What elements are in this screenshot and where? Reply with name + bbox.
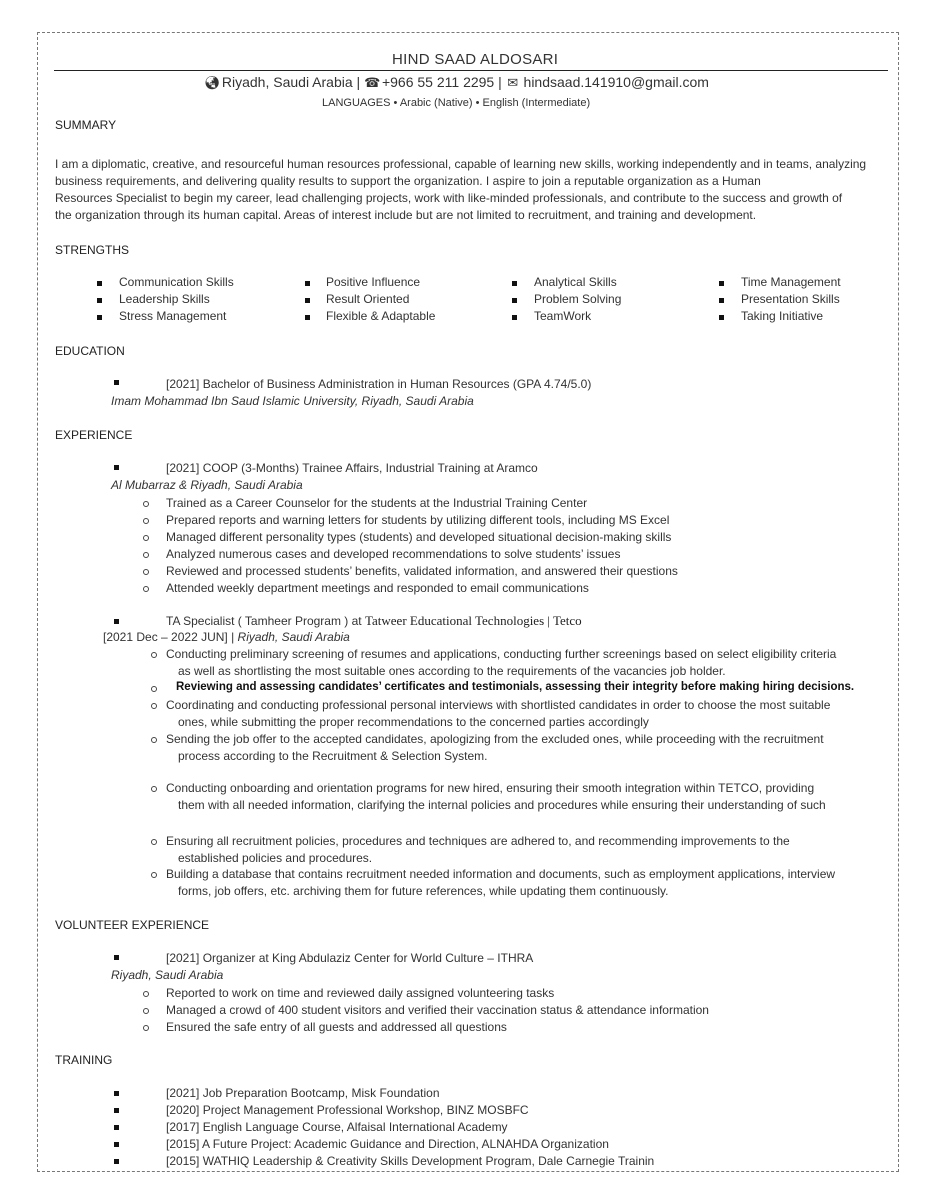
bullet-square <box>719 281 724 286</box>
job-bullet-cont: process according to the Recruitment & Selection System. <box>178 749 488 763</box>
bullet-square <box>305 298 310 303</box>
strength-item: Flexible & Adaptable <box>326 309 436 323</box>
strength-item: Taking Initiative <box>741 309 824 323</box>
summary-paragraph <box>55 156 887 224</box>
job-location: Riyadh, Saudi Arabia <box>237 630 350 644</box>
email-link[interactable]: hindsaad.141910@gmail.com <box>523 74 709 90</box>
bullet-circle <box>143 501 149 507</box>
bullet-square <box>114 1159 119 1164</box>
job-bullet: Conducting preliminary screening of resumes and applications, conducting further screenings based on select eligibility criteria <box>166 647 837 661</box>
volunteer-title: [2021] Organizer at King Abdulaziz Center for World Culture – ITHRA <box>166 951 534 965</box>
bullet-circle <box>151 686 157 692</box>
job-role: TA Specialist ( Tamheer Program ) at <box>166 614 362 628</box>
bullet-circle <box>151 703 157 709</box>
bullet-square <box>114 1142 119 1147</box>
volunteer-bullet: Ensured the safe entry of all guests and addressed all questions <box>166 1020 507 1034</box>
summary-heading: SUMMARY <box>55 118 117 132</box>
job-bullet-cont: forms, job offers, etc. archiving them for future references, while updating them continuously. <box>178 884 669 898</box>
strength-item: Problem Solving <box>534 292 622 306</box>
job-dates: [2021 Dec – 2022 JUN] | <box>103 630 235 644</box>
bullet-circle <box>143 518 149 524</box>
bullet-square <box>114 1091 119 1096</box>
education-heading: EDUCATION <box>55 344 125 358</box>
training-item: [2021] Job Preparation Bootcamp, Misk Foundation <box>166 1086 440 1100</box>
job-bullet: Analyzed numerous cases and developed recommendations to solve students’ issues <box>166 547 621 561</box>
job-title <box>166 613 582 629</box>
training-item: [2020] Project Management Professional Workshop, BINZ MOSBFC <box>166 1103 529 1117</box>
strength-item: Result Oriented <box>326 292 410 306</box>
bullet-square <box>114 465 119 470</box>
header-divider <box>54 70 888 71</box>
bullet-circle <box>143 991 149 997</box>
bullet-circle <box>143 569 149 575</box>
bullet-square <box>97 281 102 286</box>
bullet-circle <box>151 839 157 845</box>
bullet-square <box>512 315 517 320</box>
bullet-circle <box>143 1008 149 1014</box>
strength-item: Leadership Skills <box>119 292 210 306</box>
strength-item: Presentation Skills <box>741 292 840 306</box>
job-bullet: Managed different personality types (students) and developed situational decision-making skills <box>166 530 672 544</box>
summary-line: I am a diplomatic, creative, and resourceful human resources professional, capable of learning new skills, working independently and in teams, analyzing <box>55 157 867 171</box>
bullet-square <box>114 1125 119 1130</box>
strength-item: Time Management <box>741 275 841 289</box>
job-bullet-cont: them with all needed information, clarifying the internal policies and procedures while ensuring their understanding of such <box>178 798 826 812</box>
bullet-circle <box>151 652 157 658</box>
volunteer-location: Riyadh, Saudi Arabia <box>111 968 224 982</box>
job-bullet: Ensuring all recruitment policies, procedures and techniques are adhered to, and recommending improvements to the <box>166 834 790 848</box>
strength-item: TeamWork <box>534 309 592 323</box>
bullet-circle <box>151 737 157 743</box>
volunteer-bullet: Reported to work on time and reviewed daily assigned volunteering tasks <box>166 986 555 1000</box>
job-bullet-cont: ones, while submitting the proper recommendations to the concerned parties accordingly <box>178 715 649 729</box>
candidate-name: HIND SAAD ALDOSARI <box>392 51 559 68</box>
job-bullet-cont: as well as shortlisting the most suitable ones according to the requirements of the vacancies job holder. <box>178 664 726 678</box>
job-bullet: Building a database that contains recruitment needed information and documents, such as employment applications, interview <box>166 867 836 881</box>
strength-item: Stress Management <box>119 309 227 323</box>
bullet-square <box>512 281 517 286</box>
bullet-square <box>719 298 724 303</box>
summary-line: business requirements, and delivering quality results to support the organization. I aspire to join a reputable organization as a Human <box>55 174 761 188</box>
bullet-circle <box>143 1025 149 1031</box>
bullet-square <box>114 380 119 385</box>
training-item: [2015] WATHIQ Leadership & Creativity Skills Development Program, Dale Carnegie Trainin <box>166 1154 655 1168</box>
job-location: Al Mubarraz & Riyadh, Saudi Arabia <box>111 478 303 492</box>
bullet-square <box>114 955 119 960</box>
bullet-circle <box>151 872 157 878</box>
bullet-square <box>719 315 724 320</box>
bullet-circle <box>143 552 149 558</box>
strength-item: Communication Skills <box>119 275 234 289</box>
volunteer-heading: VOLUNTEER EXPERIENCE <box>55 918 210 932</box>
job-bullet: Reviewed and processed students’ benefits, validated information, and answered their questions <box>166 564 678 578</box>
strength-item: Positive Influence <box>326 275 421 289</box>
summary-line: Resources Specialist to begin my career, lead challenging projects, work with like-minded professionals, and contribute to the success and growth of <box>55 191 843 205</box>
company-name: Tatweer Educational Technologies | Tetco <box>364 613 582 628</box>
bullet-square <box>97 315 102 320</box>
phone-text: +966 55 211 2295 <box>381 74 495 90</box>
bullet-square <box>305 315 310 320</box>
job-bullet: Reviewing and assessing candidates’ certificates and testimonials, assessing their integrity before making hiring decisions. <box>176 681 855 693</box>
school-text: Imam Mohammad Ibn Saud Islamic University, Riyadh, Saudi Arabia <box>111 394 474 408</box>
globe-icon: 🌏︎ <box>204 75 221 90</box>
job-bullet-cont: established policies and procedures. <box>178 851 373 865</box>
job-dates-line <box>103 630 350 644</box>
training-heading: TRAINING <box>55 1053 113 1067</box>
envelope-icon: ✉ <box>507 75 519 90</box>
experience-heading: EXPERIENCE <box>55 428 133 442</box>
job-bullet: Conducting onboarding and orientation programs for new hired, ensuring their smooth integration within TETCO, providing <box>166 781 815 795</box>
degree-text: [2021] Bachelor of Business Administration in Human Resources (GPA 4.74/5.0) <box>166 377 592 391</box>
phone-icon: ☎ <box>364 75 381 90</box>
strength-item: Analytical Skills <box>534 275 617 289</box>
job-bullet: Attended weekly department meetings and responded to email communications <box>166 581 589 595</box>
bullet-square <box>97 298 102 303</box>
training-item: [2017] English Language Course, Alfaisal International Academy <box>166 1120 508 1134</box>
job-bullet: Sending the job offer to the accepted candidates, apologizing from the excluded ones, while proceeding with the recruitment <box>166 732 824 746</box>
job-bullet: Coordinating and conducting professional personal interviews with shortlisted candidates in order to choose the most suitable <box>166 698 831 712</box>
volunteer-bullet: Managed a crowd of 400 student visitors and verified their vaccination status & attendance information <box>166 1003 709 1017</box>
location-text: Riyadh, Saudi Arabia <box>221 74 353 90</box>
training-item: [2015] A Future Project: Academic Guidance and Direction, ALNAHDA Organization <box>166 1137 609 1151</box>
strengths-heading: STRENGTHS <box>55 243 130 257</box>
languages-line: LANGUAGES • Arabic (Native) • English (Intermediate) <box>322 97 591 109</box>
bullet-square <box>114 1108 119 1113</box>
job-bullet: Trained as a Career Counselor for the students at the Industrial Training Center <box>166 496 588 510</box>
bullet-circle <box>143 535 149 541</box>
job-bullet: Prepared reports and warning letters for students by utilizing different tools, including MS Excel <box>166 513 670 527</box>
bullet-circle <box>151 786 157 792</box>
bullet-square <box>114 619 119 624</box>
bullet-square <box>512 298 517 303</box>
summary-line: the organization through its human capital. Areas of interest include but are not limited to recruitment, and training and development. <box>55 208 757 222</box>
bullet-square <box>305 281 310 286</box>
bullet-circle <box>143 586 149 592</box>
job-title: [2021] COOP (3-Months) Trainee Affairs, Industrial Training at Aramco <box>166 461 538 475</box>
contact-line: 🌏︎ Riyadh, Saudi Arabia | ☎ +966 55 211 2295 | ✉ hindsaad.141910@gmail.com <box>204 74 709 90</box>
